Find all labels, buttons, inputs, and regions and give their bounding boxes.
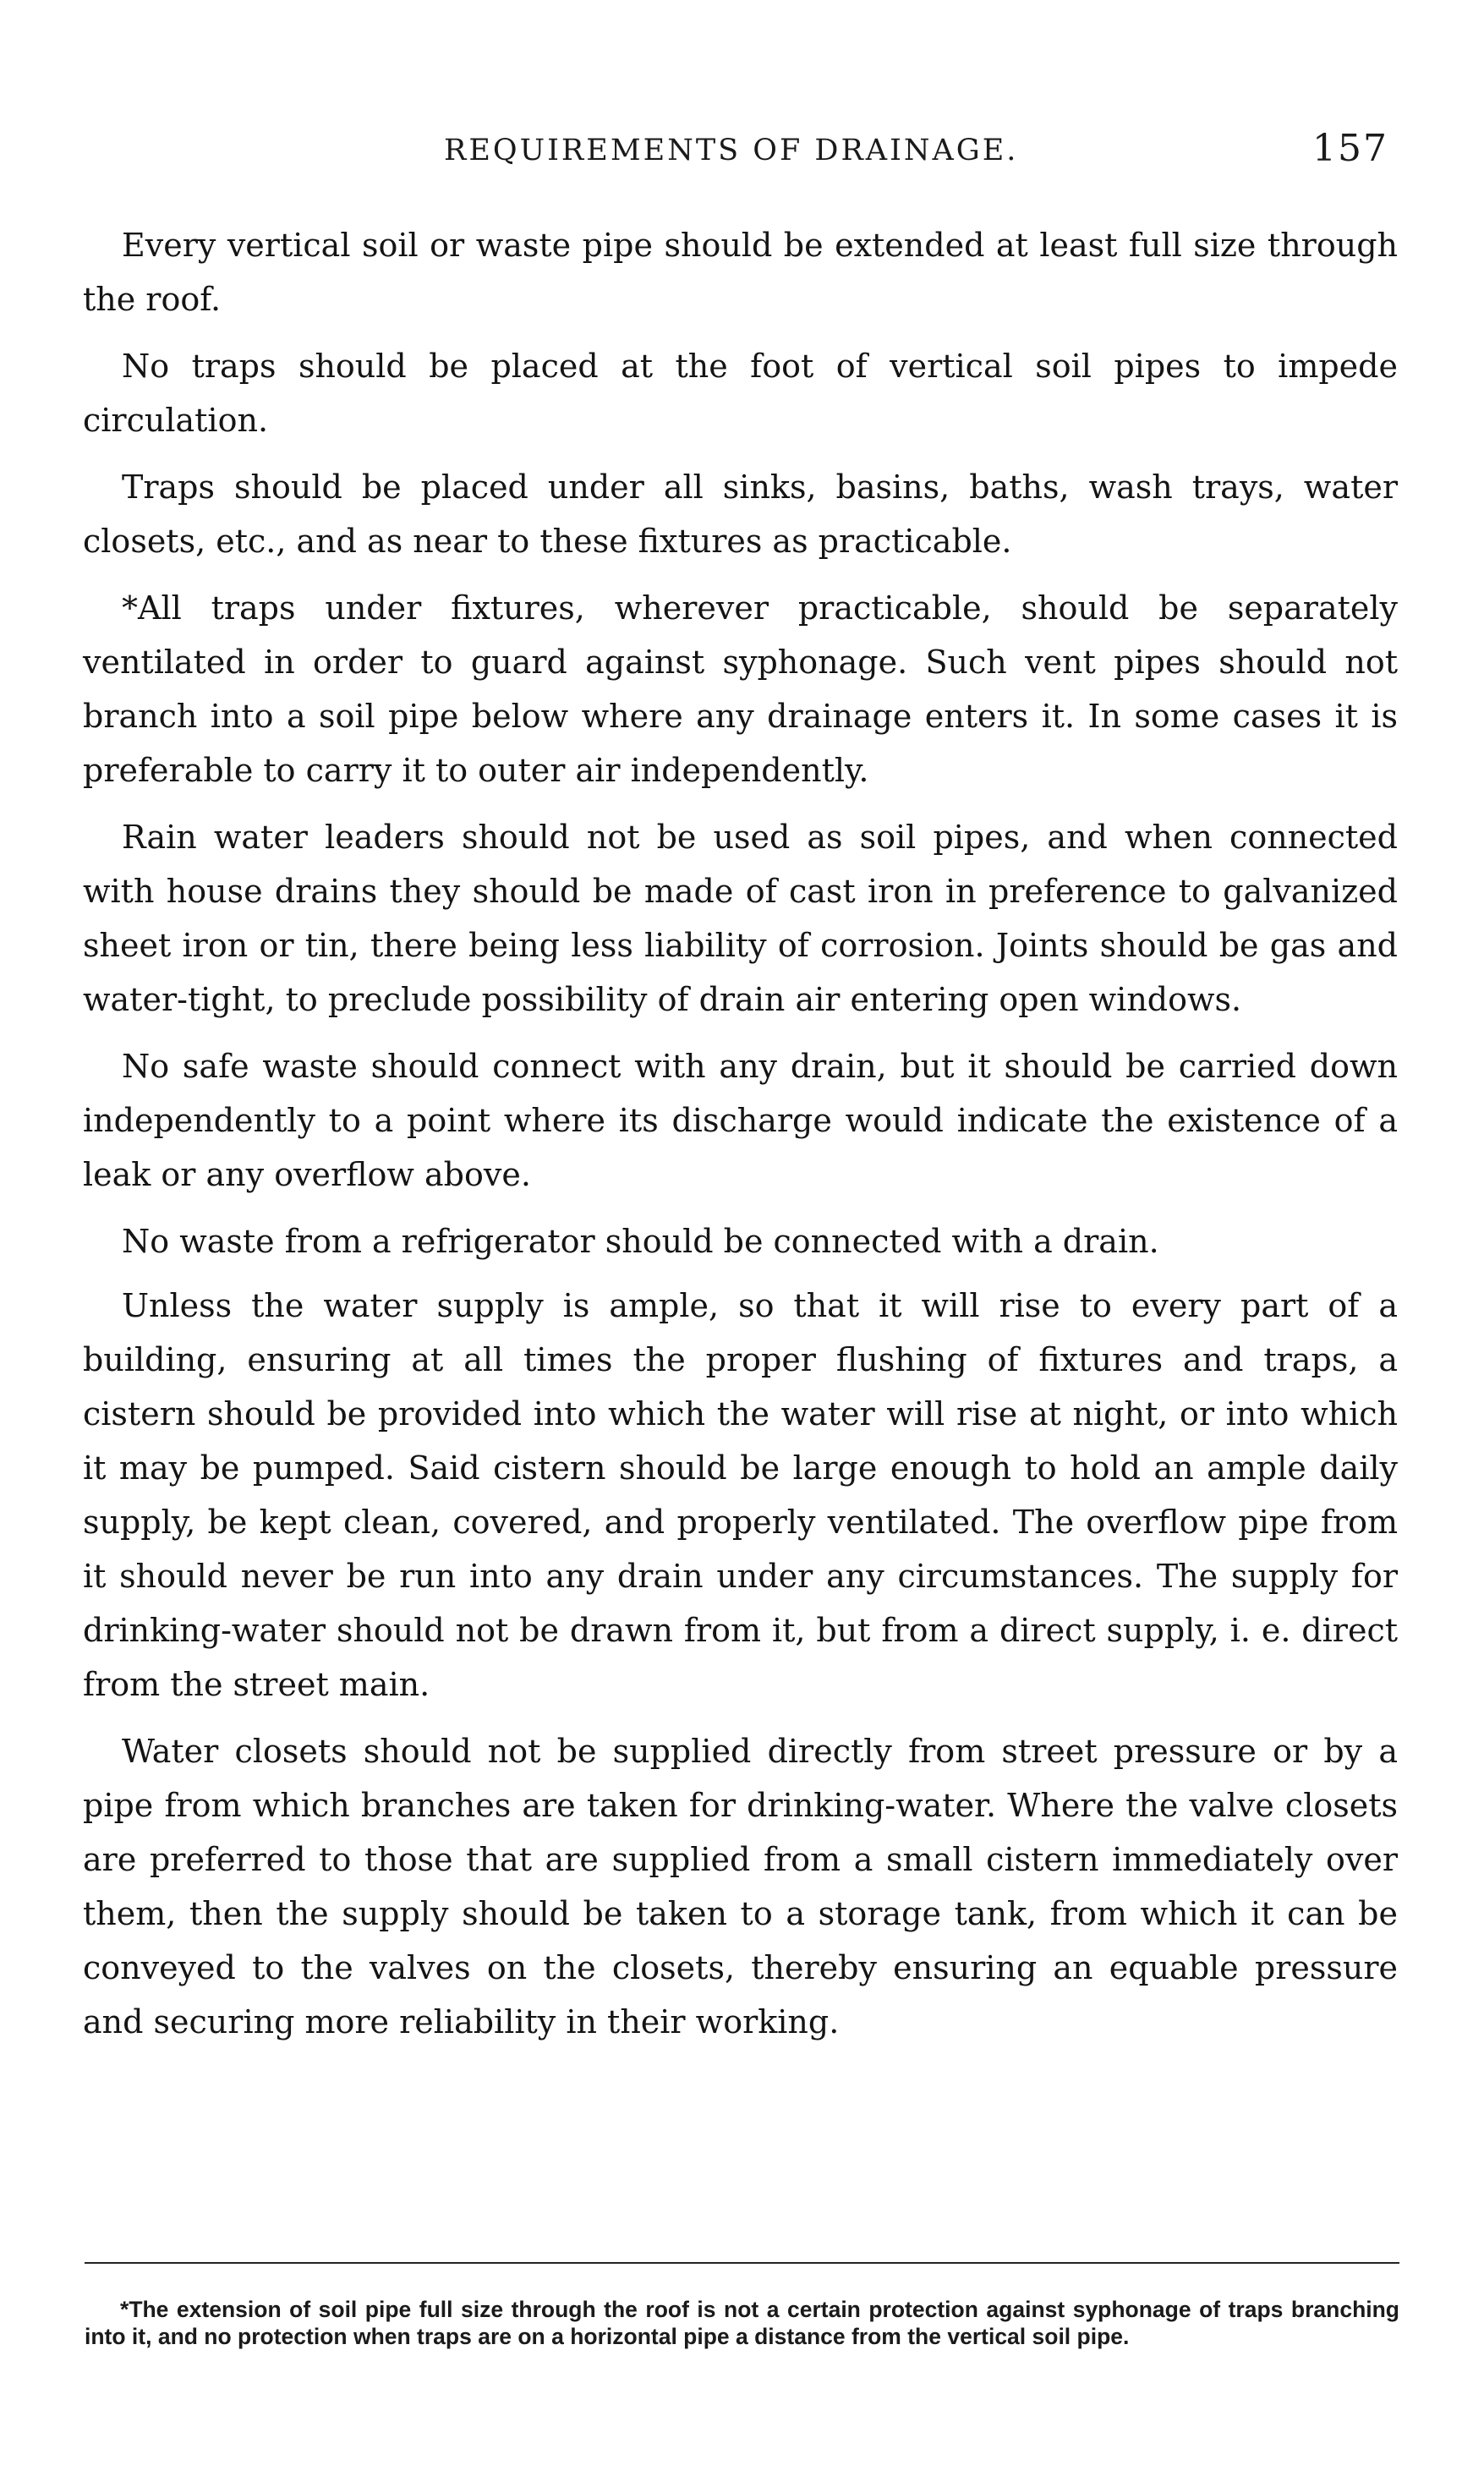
paragraph-water-closets: Water closets should not be supplied directly from street pressure or by a pipe from which branches are taken for drinking-water. Where the valve closets are preferred to those that are supplied from a small cistern immediately over them, then the supply should be taken to a storage tank, from which it can be conveyed to the valves on the closets, thereby ensuring an equable pressure and securing more reliability in their working.: [83, 1733, 1398, 2041]
paragraph-refrigerator: No waste from a refrigerator should be connected with a drain.: [122, 1223, 1159, 1260]
page-header: [85, 118, 1404, 186]
footnote-divider: [85, 2262, 1399, 2264]
running-head: REQUIREMENTS OF DRAINAGE.: [444, 134, 1019, 167]
paragraph-safe-waste: No safe waste should connect with any drain, but it should be carried down independently to a point where its discharge would indicate the existence of a leak or any overflow above.: [83, 1048, 1398, 1193]
paragraph-cistern: Unless the water supply is ample, so that it will rise to every part of a building, ensuring at all times the proper flushing of fixtures and traps, a cistern should be provided into which the water will rise at night, or into which it may be pumped. Said cistern should be large enough to hold an ample daily supply, be kept clean, covered, and properly ventilated. The overflow pipe from it should never be run into any drain under any circumstances. The supply for drinking-water should not be drawn from it, but from a direct supply, i. e. direct from the street main.: [83, 1287, 1398, 1703]
body-text: [83, 218, 1398, 2062]
page-number: 157: [1312, 127, 1388, 170]
paragraph-rain-leaders: Rain water leaders should not be used as soil pipes, and when connected with house drains they should be made of cast iron in preference to galvanized sheet iron or tin, there being less liability of corrosion. Joints should be gas and water-tight, to preclude possibility of drain air entering open windows.: [83, 819, 1398, 1018]
paragraph-no-foot-traps: No traps should be placed at the foot of vertical soil pipes to impede circulation.: [83, 348, 1398, 439]
paragraph-fixture-traps: Traps should be placed under all sinks, basins, baths, wash trays, water closets, etc., and as near to these fixtures as practicable.: [83, 468, 1398, 560]
paragraph-vent-stack: Every vertical soil or waste pipe should be extended at least full size through the roof.: [83, 227, 1398, 318]
footnote: *The extension of soil pipe full size through the roof is not a certain protection against syphonage of traps branching into it, and no protection when traps are on a horizontal pipe a distance from the vertical soil pipe.: [85, 2296, 1399, 2349]
paragraph-trap-ventilation: *All traps under fixtures, wherever practicable, should be separately ventilated in order to guard against syphonage. Such vent pipes should not branch into a soil pipe below where any drainage enters it. In some cases it is preferable to carry it to outer air independently.: [83, 589, 1398, 789]
